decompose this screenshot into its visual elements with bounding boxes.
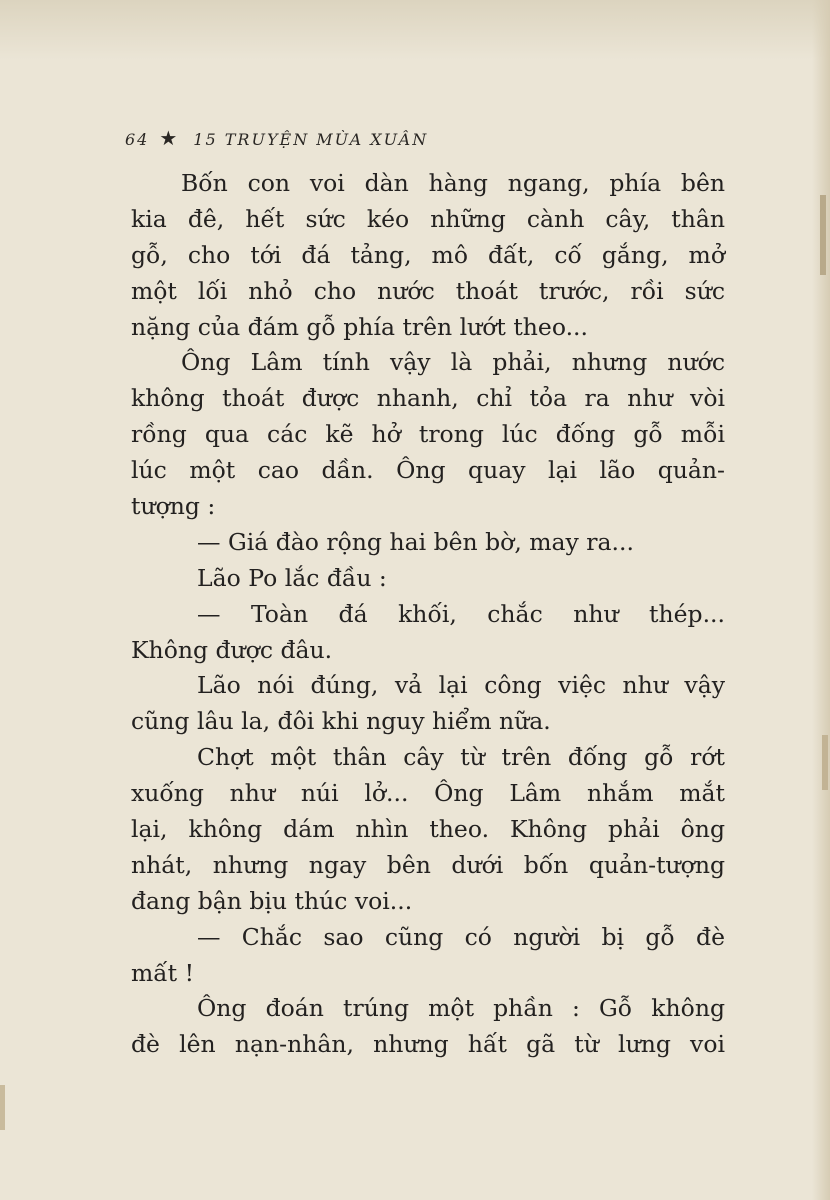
text-line: đè lên nạn-nhân, nhưng hất gã từ lưng voi — [131, 1030, 725, 1059]
text-line: Lão Po lắc đầu : — [197, 563, 387, 592]
page-edge-tear — [820, 195, 826, 275]
text-line: rồng qua các kẽ hở trong lúc đống gỗ mỗi — [131, 420, 725, 449]
text-line: một lối nhỏ cho nước thoát trước, rồi sức — [131, 276, 725, 305]
text-line: Ông đoán trúng một phần : Gỗ không — [197, 994, 725, 1023]
page-number: 64 — [125, 130, 150, 149]
text-line: cũng lâu la, đôi khi nguy hiểm nữa. — [131, 707, 551, 736]
text-line: tượng : — [131, 492, 216, 521]
paper-stain — [0, 0, 830, 60]
text-line: Không được đâu. — [131, 635, 333, 664]
text-line: — Chắc sao cũng có người bị gỗ đè — [197, 922, 725, 951]
running-header — [125, 126, 428, 150]
text-line: Lão nói đúng, vả lại công việc như vậy — [197, 671, 725, 700]
page-body-text — [131, 166, 725, 1063]
page-edge-tear — [822, 735, 828, 790]
text-line: Ông Lâm tính vậy là phải, nhưng nước — [181, 348, 725, 377]
text-line: kia đê, hết sức kéo những cành cây, thân — [131, 204, 725, 233]
star-icon: ★ — [159, 126, 180, 150]
text-line: lại, không dám nhìn theo. Không phải ông — [131, 815, 725, 844]
text-line: — Giá đào rộng hai bên bờ, may ra... — [197, 527, 634, 556]
text-line: đang bận bịu thúc voi... — [131, 886, 413, 915]
text-line: mất ! — [131, 958, 195, 987]
text-line: xuống như núi lở... Ông Lâm nhắm mắt — [131, 779, 725, 808]
page-edge — [812, 0, 830, 1200]
page-edge-tear — [0, 1085, 5, 1130]
text-line: không thoát được nhanh, chỉ tỏa ra như vòi — [131, 384, 725, 413]
text-line: Bốn con voi dàn hàng ngang, phía bên — [181, 169, 725, 197]
text-line: lúc một cao dần. Ông quay lại lão quản- — [131, 456, 725, 485]
text-line: nặng của đám gỗ phía trên lướt theo... — [131, 312, 588, 341]
book-title: 15 TRUYỆN MÙA XUÂN — [193, 130, 429, 149]
text-line: nhát, nhưng ngay bên dưới bốn quản-tượng — [131, 850, 725, 879]
text-line: Chợt một thân cây từ trên đống gỗ rớt — [197, 743, 725, 772]
text-line: gỗ, cho tới đá tảng, mô đất, cố gắng, mở — [131, 240, 725, 269]
text-line: — Toàn đá khối, chắc như thép... — [197, 599, 725, 628]
